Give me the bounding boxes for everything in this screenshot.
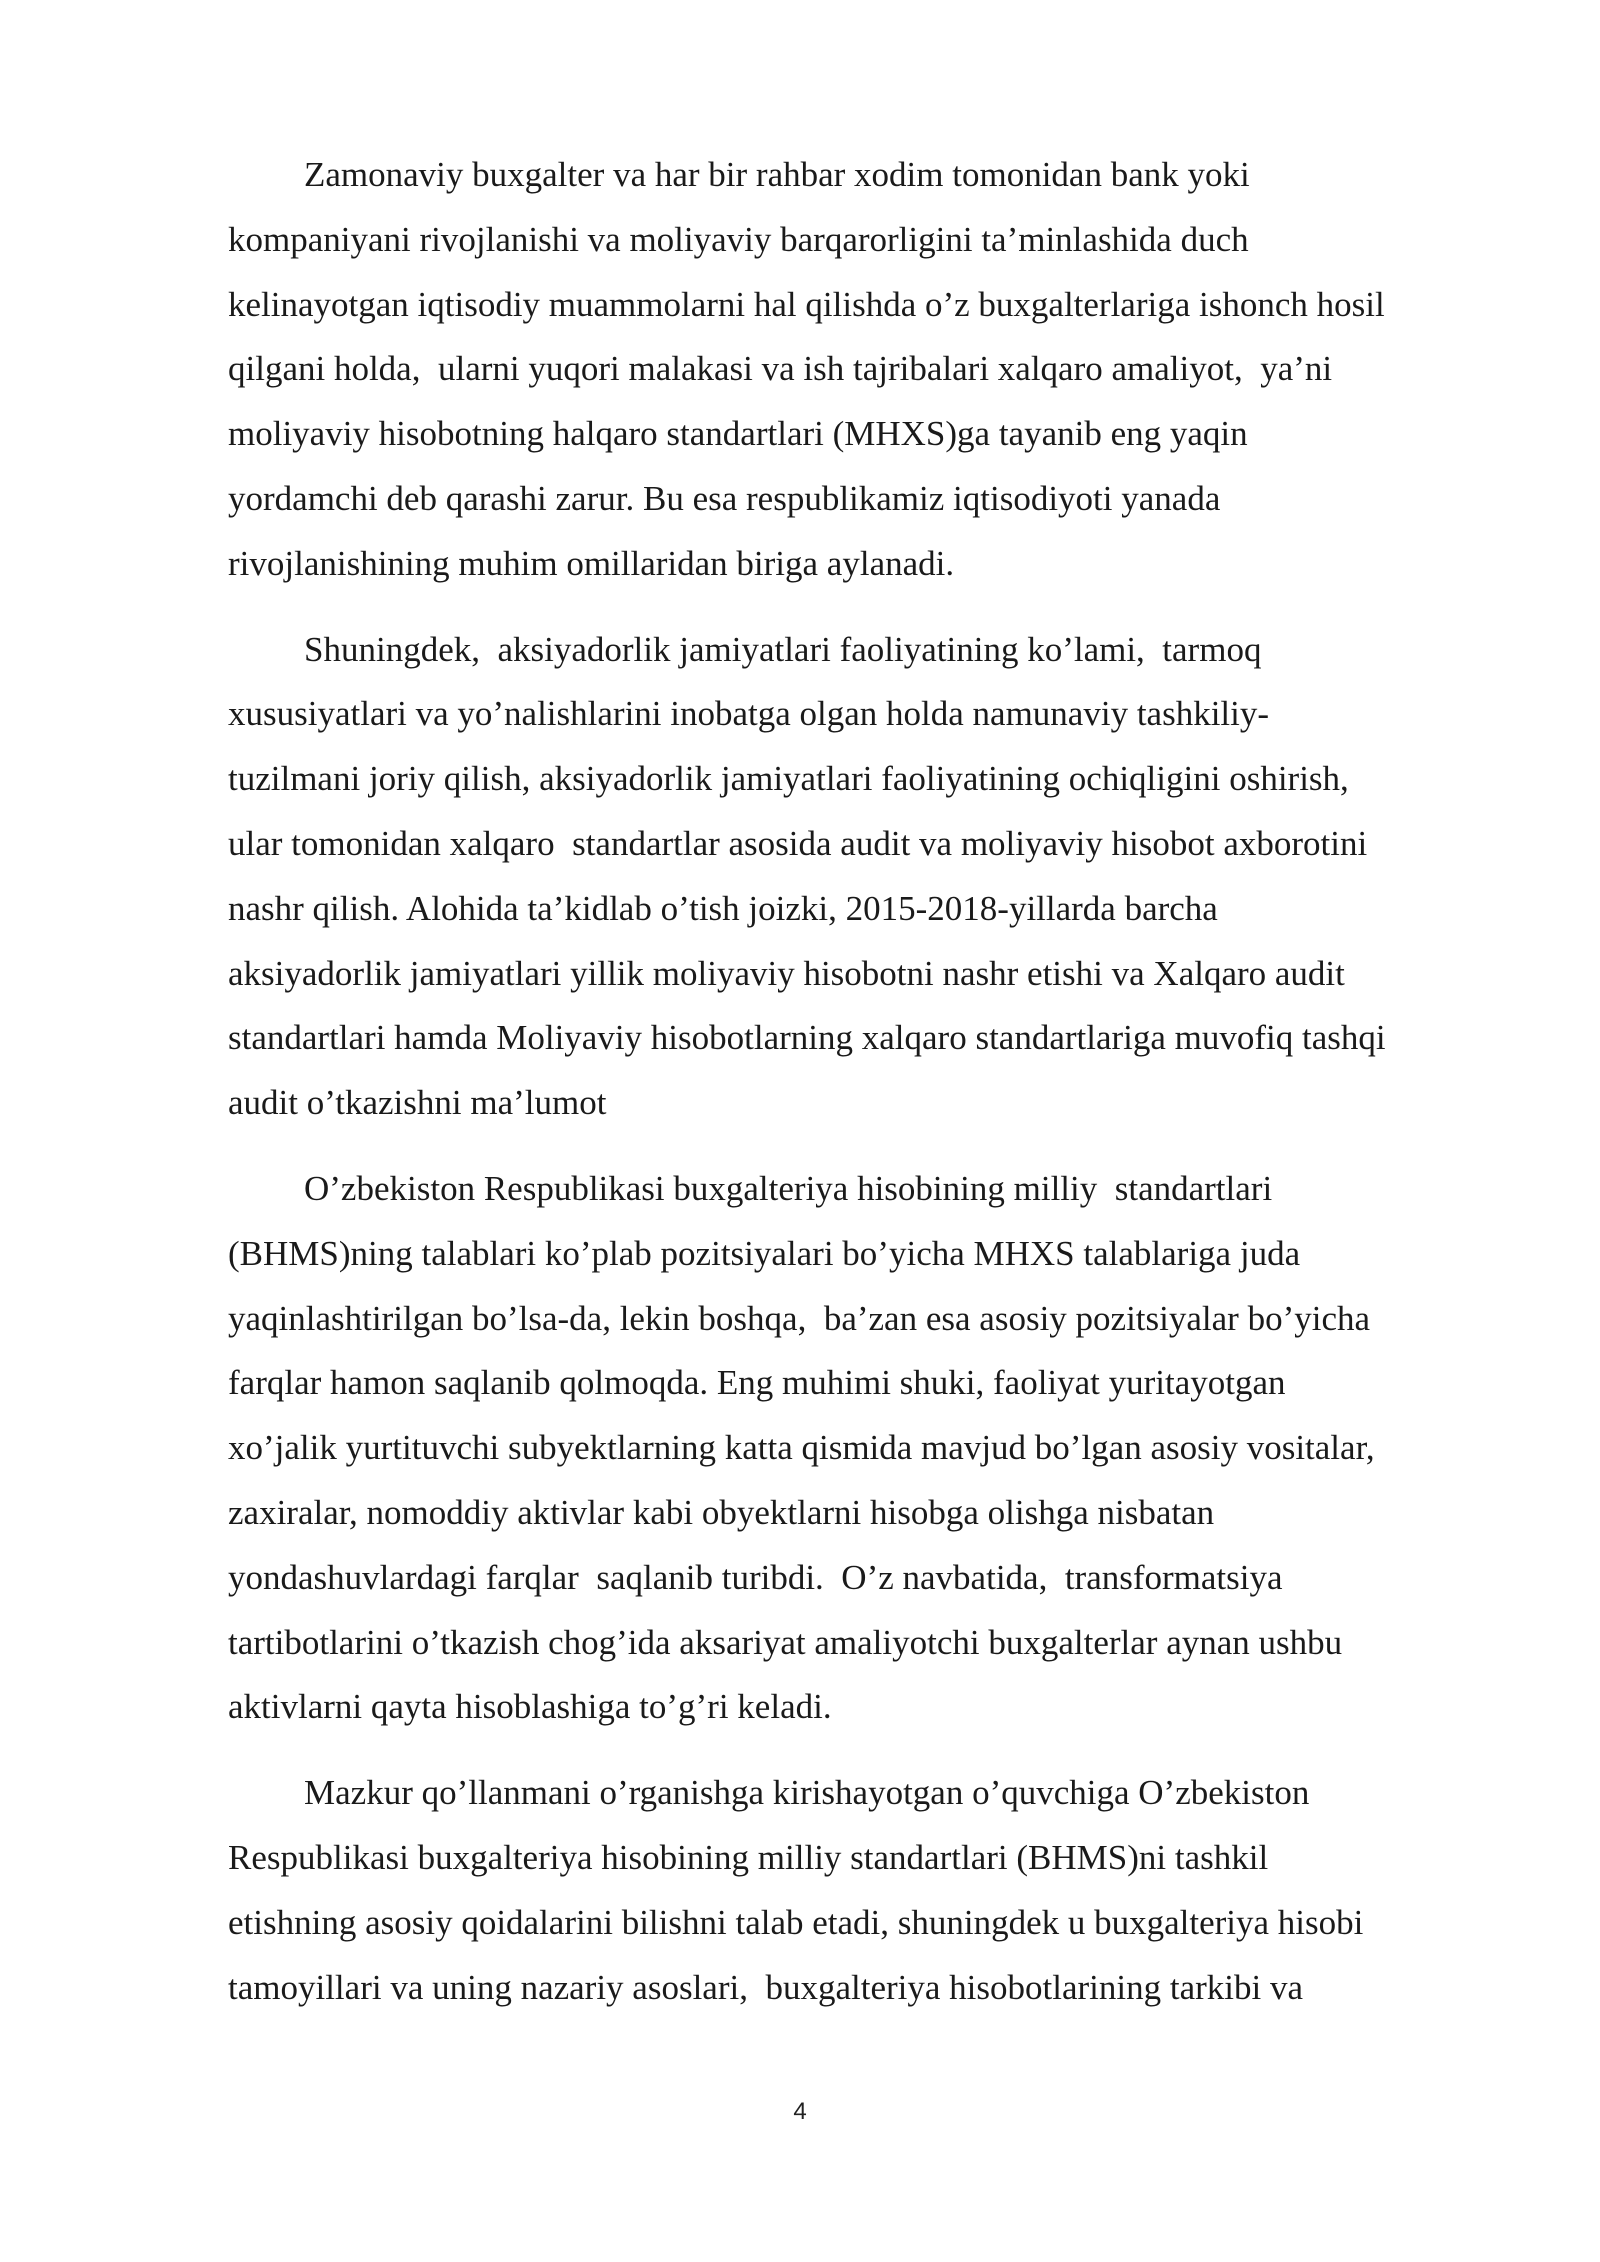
page-number: 4 bbox=[793, 2098, 807, 2125]
paragraph-4 bbox=[228, 1761, 1478, 2020]
text-line: moliyaviy hisobotning halqaro standartlari (MHXS)ga tayanib eng yaqin bbox=[228, 414, 1248, 454]
text-line: zaxiralar, nomoddiy aktivlar kabi obyektlarni hisobga olishga nisbatan bbox=[228, 1492, 1215, 1532]
text-line: tartibotlarini o’tkazish chog’ida aksariyat amaliyotchi buxgalterlar aynan ushbu bbox=[228, 1622, 1343, 1662]
text-line: kelinayotgan iqtisodiy muammolarni hal qilishda o’z buxgalterlariga ishonch hosil bbox=[228, 284, 1385, 324]
paragraph-1 bbox=[228, 143, 1478, 597]
text-line: yaqinlashtirilgan bo’lsa-da, lekin boshqa, ba’zan esa asosiy pozitsiyalar bo’yicha bbox=[228, 1298, 1371, 1338]
text-line: xususiyatlari va yo’nalishlarini inobatga olgan holda namunaviy tashkiliy- bbox=[228, 694, 1270, 734]
text-line: Zamonaviy buxgalter va har bir rahbar xodim tomonidan bank yoki bbox=[304, 155, 1250, 194]
paragraph-3 bbox=[228, 1157, 1478, 1740]
text-line: yondashuvlardagi farqlar saqlanib turibdi. O’z navbatida, transformatsiya bbox=[228, 1557, 1283, 1597]
text-line: farqlar hamon saqlanib qolmoqda. Eng muhimi shuki, faoliyat yuritayotgan bbox=[228, 1363, 1286, 1403]
text-line: (BHMS)ning talablari ko’plab pozitsiyalari bo’yicha MHXS talablariga juda bbox=[228, 1233, 1301, 1273]
text-line: tamoyillari va uning nazariy asoslari, buxgalteriya hisobotlarining tarkibi va bbox=[228, 1967, 1303, 2007]
document-body bbox=[228, 143, 1478, 2041]
text-line: Shuningdek, aksiyadorlik jamiyatlari faoliyatining ko’lami, tarmoq bbox=[304, 629, 1262, 669]
text-line: xo’jalik yurtituvchi subyektlarning katta qismida mavjud bo’lgan asosiy vositalar, bbox=[228, 1428, 1375, 1468]
text-line: kompaniyani rivojlanishi va moliyaviy barqarorligini ta’minlashida duch bbox=[228, 219, 1249, 259]
text-line: aktivlarni qayta hisoblashiga to’g’ri keladi. bbox=[228, 1687, 832, 1727]
text-line: Respublikasi buxgalteriya hisobining milliy standartlari (BHMS)ni tashkil bbox=[228, 1837, 1269, 1877]
text-line: rivojlanishining muhim omillaridan biriga aylanadi. bbox=[228, 543, 955, 583]
text-line: O’zbekiston Respublikasi buxgalteriya hisobining milliy standartlari bbox=[304, 1168, 1273, 1208]
text-line: qilgani holda, ularni yuqori malakasi va ish tajribalari xalqaro amaliyot, ya’ni bbox=[228, 349, 1333, 389]
text-line: Mazkur qo’llanmani o’rganishga kirishayotgan o’quvchiga O’zbekiston bbox=[304, 1773, 1310, 1813]
text-line: standartlari hamda Moliyaviy hisobotlarning xalqaro standartlariga muvofiq tashqi bbox=[228, 1018, 1386, 1058]
paragraph-2 bbox=[228, 618, 1478, 1136]
text-line: ular tomonidan xalqaro standartlar asosida audit va moliyaviy hisobot axborotini bbox=[228, 823, 1368, 863]
text-line: tuzilmani joriy qilish, aksiyadorlik jamiyatlari faoliyatining ochiqligini oshirish, bbox=[228, 759, 1349, 799]
text-line: nashr qilish. Alohida ta’kidlab o’tish joizki, 2015-2018-yillarda barcha bbox=[228, 888, 1218, 928]
text-line: audit o’tkazishni ma’lumot bbox=[228, 1083, 607, 1123]
text-line: aksiyadorlik jamiyatlari yillik moliyaviy hisobotni nashr etishi va Xalqaro audit bbox=[228, 953, 1345, 993]
text-line: etishning asosiy qoidalarini bilishni talab etadi, shuningdek u buxgalteriya hisobi bbox=[228, 1902, 1364, 1942]
text-line: yordamchi deb qarashi zarur. Bu esa respublikamiz iqtisodiyoti yanada bbox=[228, 478, 1221, 518]
